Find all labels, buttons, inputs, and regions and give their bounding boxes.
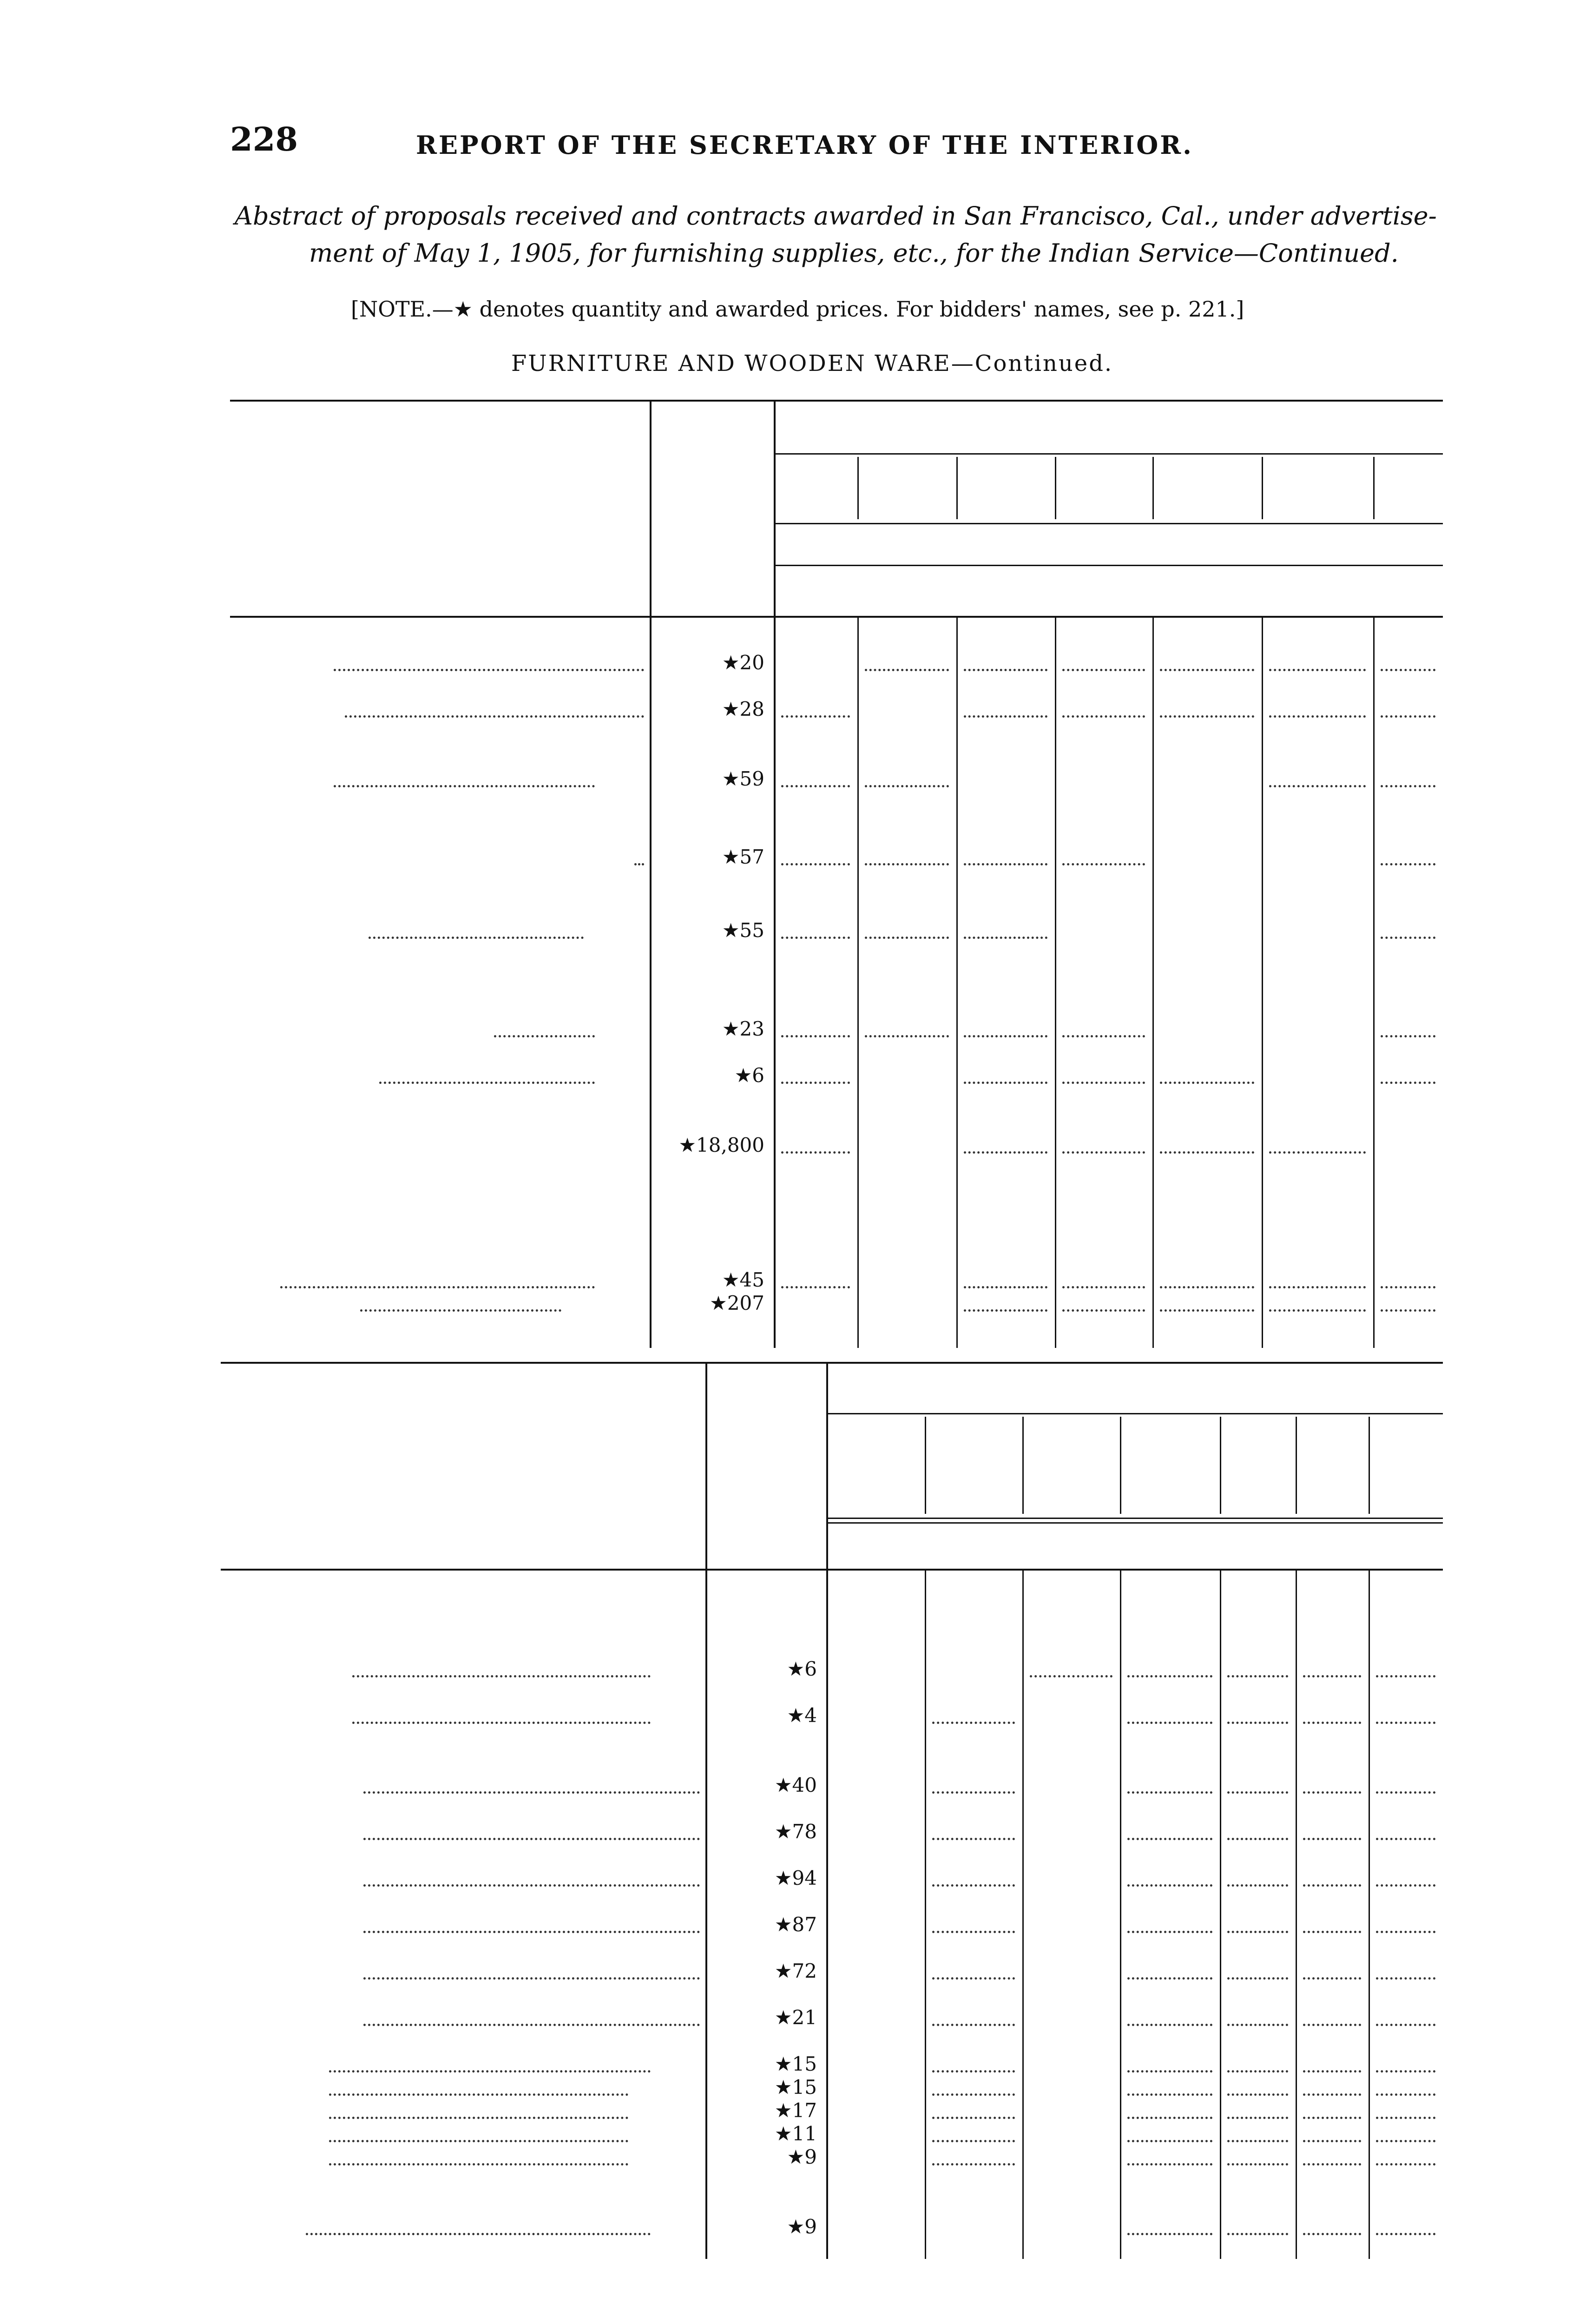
table1-empty-cell-dots xyxy=(1160,1082,1254,1084)
table2-leader-dots xyxy=(363,1931,700,1933)
table2-leader-dots xyxy=(363,1838,700,1840)
table2-empty-cell-dots xyxy=(1127,2093,1212,2096)
table1-empty-cell-dots xyxy=(865,669,949,671)
table1-empty-cell-dots xyxy=(964,1309,1047,1312)
table2-body-col-divider xyxy=(1220,1569,1221,2259)
table2-empty-cell-dots xyxy=(1227,2024,1288,2026)
table1-body-col-divider xyxy=(774,616,775,1348)
table1-leader-dots xyxy=(334,785,595,787)
table2-empty-cell-dots xyxy=(932,1838,1015,1840)
table2-body-col-divider xyxy=(826,1569,828,2259)
table2-leader-dots xyxy=(363,2024,700,2026)
quantity-value: 9 xyxy=(804,2146,817,2168)
table1-empty-cell-dots xyxy=(1269,1309,1366,1312)
table2-empty-cell-dots xyxy=(932,2070,1015,2073)
table2-empty-cell-dots xyxy=(932,2093,1015,2096)
quantity-value: 17 xyxy=(792,2099,817,2122)
table1-empty-cell-dots xyxy=(1062,669,1145,671)
table2-quantity-awarded: ★17 xyxy=(774,2099,817,2122)
table2-empty-cell-dots xyxy=(1127,1838,1212,1840)
table1-empty-cell-dots xyxy=(1160,715,1254,718)
table1-empty-cell-dots xyxy=(1269,1286,1366,1288)
quantity-value: 87 xyxy=(792,1913,817,1936)
quantity-value: 20 xyxy=(739,651,764,674)
table2-empty-cell-dots xyxy=(1227,2117,1288,2119)
table1-empty-cell-dots xyxy=(1381,1082,1435,1084)
table2-bidder-numbers-rule xyxy=(826,1413,1443,1414)
table1-body-col-divider xyxy=(1055,616,1056,1348)
quantity-value: 55 xyxy=(739,919,764,942)
table2-header-bottom-rule xyxy=(221,1569,1443,1571)
table2-empty-cell-dots xyxy=(1303,2093,1361,2096)
table1-quantity-awarded: ★20 xyxy=(722,651,764,674)
table2-leader-dots xyxy=(363,1977,700,1980)
table2-leader-dots xyxy=(329,2093,629,2096)
table1-quantity-awarded: ★6 xyxy=(734,1064,764,1087)
table1-empty-cell-dots xyxy=(781,1082,850,1084)
table1-quantity-awarded: ★57 xyxy=(722,845,764,868)
abstract-title-line1: Abstract of proposals received and contracts awarded in San Francisco, Cal., under advertise- xyxy=(235,201,1437,231)
table2-empty-cell-dots xyxy=(1303,1722,1361,1724)
quantity-value: 207 xyxy=(727,1292,764,1314)
table2-empty-cell-dots xyxy=(1227,1977,1288,1980)
table1-empty-cell-dots xyxy=(781,937,850,939)
table2-quantity-awarded: ★78 xyxy=(774,1820,817,1843)
table1-empty-cell-dots xyxy=(964,1151,1047,1154)
table2-leader-dots xyxy=(329,2070,651,2073)
quantity-value: 6 xyxy=(752,1064,764,1087)
table2-empty-cell-dots xyxy=(1376,1675,1435,1677)
quantity-value: 28 xyxy=(739,698,764,720)
table2-empty-cell-dots xyxy=(932,1977,1015,1980)
table2-delivery-rule-top xyxy=(826,1518,1443,1519)
table1-empty-cell-dots xyxy=(1160,669,1254,671)
table2-leader-dots xyxy=(352,1675,651,1677)
table2-quantity-awarded: ★9 xyxy=(787,2146,817,2168)
table2-empty-cell-dots xyxy=(1227,1931,1288,1933)
table2-leader-dots xyxy=(329,2117,629,2119)
table1-quantity-awarded: ★55 xyxy=(722,919,764,942)
table2-empty-cell-dots xyxy=(1127,1791,1212,1794)
table1-col-divider xyxy=(1373,457,1375,519)
table1-empty-cell-dots xyxy=(964,1035,1047,1037)
table2-empty-cell-dots xyxy=(1376,2140,1435,2142)
table1-empty-cell-dots xyxy=(781,715,850,718)
table2-quantity-awarded: ★4 xyxy=(787,1704,817,1727)
table2-empty-cell-dots xyxy=(1127,1931,1212,1933)
table2-leader-dots xyxy=(306,2233,651,2235)
table2-empty-cell-dots xyxy=(1376,1838,1435,1840)
table2-empty-cell-dots xyxy=(1303,2117,1361,2119)
table2-empty-cell-dots xyxy=(1303,1675,1361,1677)
table1-empty-cell-dots xyxy=(1062,863,1145,865)
table1-col-divider xyxy=(857,457,859,519)
table1-leader-dots xyxy=(494,1035,595,1037)
quantity-value: 78 xyxy=(792,1820,817,1843)
table2-quantity-awarded: ★94 xyxy=(774,1867,817,1889)
table1-quantity-awarded: ★45 xyxy=(722,1268,764,1291)
table2-empty-cell-dots xyxy=(1227,1675,1288,1677)
table1-empty-cell-dots xyxy=(1062,1286,1145,1288)
table1-leader-dots xyxy=(280,1286,595,1288)
table1-col-divider xyxy=(1262,457,1263,519)
running-head: REPORT OF THE SECRETARY OF THE INTERIOR. xyxy=(416,130,1193,160)
table2-empty-cell-dots xyxy=(1127,1675,1212,1677)
table2-delivery-rule-bottom xyxy=(826,1522,1443,1524)
table2-body-col-divider xyxy=(1296,1569,1297,2259)
table2-empty-cell-dots xyxy=(1127,2024,1212,2026)
table2-empty-cell-dots xyxy=(932,2024,1015,2026)
quantity-value: 11 xyxy=(792,2122,817,2145)
table2-empty-cell-dots xyxy=(1376,1722,1435,1724)
table2-leader-dots xyxy=(363,1791,700,1794)
table1-empty-cell-dots xyxy=(781,863,850,865)
quantity-value: 4 xyxy=(804,1704,817,1727)
quantity-value: 15 xyxy=(792,2053,817,2075)
table2-empty-cell-dots xyxy=(1376,2117,1435,2119)
table2-empty-cell-dots xyxy=(1227,1838,1288,1840)
table2-empty-cell-dots xyxy=(1303,1884,1361,1887)
table2-col-divider xyxy=(925,1417,926,1514)
table1-empty-cell-dots xyxy=(1381,785,1435,787)
abstract-title-line2: ment of May 1, 1905, for furnishing supplies, etc., for the Indian Service—Continued. xyxy=(309,238,1399,268)
table2-empty-cell-dots xyxy=(1227,2093,1288,2096)
table2-empty-cell-dots xyxy=(1376,2233,1435,2235)
table1-empty-cell-dots xyxy=(865,863,949,865)
table1-empty-cell-dots xyxy=(1269,669,1366,671)
table2-quantity-awarded: ★21 xyxy=(774,2006,817,2029)
quantity-value: 57 xyxy=(739,845,764,868)
table2-empty-cell-dots xyxy=(1376,2070,1435,2073)
quantity-value: 9 xyxy=(804,2215,817,2238)
table2-empty-cell-dots xyxy=(932,2140,1015,2142)
page-number: 228 xyxy=(230,120,298,158)
table2-quantity-awarded: ★11 xyxy=(774,2122,817,2145)
table2-empty-cell-dots xyxy=(1227,1722,1288,1724)
table2-empty-cell-dots xyxy=(1376,1977,1435,1980)
table1-leader-dots xyxy=(345,715,644,718)
table2-empty-cell-dots xyxy=(1127,2070,1212,2073)
note-line: [NOTE.—★ denotes quantity and awarded prices. For bidders' names, see p. 221.] xyxy=(351,297,1244,322)
table2-empty-cell-dots xyxy=(1376,2163,1435,2166)
table1-col-divider xyxy=(956,457,958,519)
quantity-value: 18,800 xyxy=(696,1134,764,1156)
table2-quantity-awarded: ★72 xyxy=(774,1960,817,1982)
table1-col-divider xyxy=(1152,457,1154,519)
quantity-value: 23 xyxy=(739,1017,764,1040)
table1-header-bottom-rule xyxy=(230,616,1443,618)
table2-quantity-awarded: ★40 xyxy=(774,1774,817,1796)
table1-empty-cell-dots xyxy=(865,785,949,787)
table1-bidder-numbers-rule xyxy=(774,453,1443,455)
table2-empty-cell-dots xyxy=(1303,1838,1361,1840)
table2-empty-cell-dots xyxy=(1303,2163,1361,2166)
table2-empty-cell-dots xyxy=(1227,2163,1288,2166)
table2-empty-cell-dots xyxy=(1127,2140,1212,2142)
table2-empty-cell-dots xyxy=(932,1791,1015,1794)
table2-body-col-divider xyxy=(1369,1569,1370,2259)
table1-empty-cell-dots xyxy=(781,1035,850,1037)
table2-empty-cell-dots xyxy=(1303,2070,1361,2073)
table1-stub-divider xyxy=(650,400,652,1348)
table1-empty-cell-dots xyxy=(1381,937,1435,939)
table1-empty-cell-dots xyxy=(1062,1035,1145,1037)
table2-empty-cell-dots xyxy=(1303,1791,1361,1794)
table1-body-col-divider xyxy=(857,616,859,1348)
table2-empty-cell-dots xyxy=(1227,2070,1288,2073)
table1-leader-dots xyxy=(379,1082,595,1084)
table2-empty-cell-dots xyxy=(1303,2140,1361,2142)
table2-col-divider xyxy=(1022,1417,1024,1514)
table1-empty-cell-dots xyxy=(1381,1035,1435,1037)
table2-empty-cell-dots xyxy=(1376,1884,1435,1887)
table1-empty-cell-dots xyxy=(1062,715,1145,718)
table1-empty-cell-dots xyxy=(964,669,1047,671)
table2-empty-cell-dots xyxy=(1127,1977,1212,1980)
table1-empty-cell-dots xyxy=(1269,715,1366,718)
table1-body-col-divider xyxy=(1152,616,1154,1348)
table1-delivery-rule-bottom xyxy=(774,565,1443,566)
table1-body-col-divider xyxy=(1262,616,1263,1348)
table1-leader-dots xyxy=(360,1309,562,1312)
table1-leader-dots xyxy=(334,669,645,671)
table1-empty-cell-dots xyxy=(1269,1151,1366,1154)
table2-quantity-awarded: ★9 xyxy=(787,2215,817,2238)
table1-empty-cell-dots xyxy=(781,1151,850,1154)
table1-empty-cell-dots xyxy=(865,937,949,939)
table1-quantity-awarded: ★59 xyxy=(722,767,764,790)
table1-empty-cell-dots xyxy=(1381,715,1435,718)
table2-empty-cell-dots xyxy=(932,1722,1015,1724)
table2-quantity-awarded: ★87 xyxy=(774,1913,817,1936)
table1-empty-cell-dots xyxy=(1062,1082,1145,1084)
table2-empty-cell-dots xyxy=(1127,1722,1212,1724)
quantity-value: 72 xyxy=(792,1960,817,1982)
table1-empty-cell-dots xyxy=(964,863,1047,865)
table1-empty-cell-dots xyxy=(781,1286,850,1288)
table2-quantity-awarded: ★6 xyxy=(787,1657,817,1680)
table2-body-col-divider xyxy=(925,1569,926,2259)
quantity-value: 6 xyxy=(804,1657,817,1680)
table2-leader-dots xyxy=(329,2140,629,2142)
table1-col-divider xyxy=(1055,457,1056,519)
table2-quantity-awarded: ★15 xyxy=(774,2076,817,2099)
table2-empty-cell-dots xyxy=(1127,2117,1212,2119)
table1-empty-cell-dots xyxy=(1062,1309,1145,1312)
table1-empty-cell-dots xyxy=(1381,863,1435,865)
table1-empty-cell-dots xyxy=(865,1035,949,1037)
table2-empty-cell-dots xyxy=(1376,2093,1435,2096)
table2-empty-cell-dots xyxy=(1303,1931,1361,1933)
table1-empty-cell-dots xyxy=(964,937,1047,939)
table2-body-col-divider xyxy=(1022,1569,1024,2259)
table1-delivery-rule-top xyxy=(774,523,1443,524)
table2-empty-cell-dots xyxy=(1227,1791,1288,1794)
table2-body-col-divider xyxy=(1120,1569,1121,2259)
table1-empty-cell-dots xyxy=(1381,669,1435,671)
table1-empty-cell-dots xyxy=(781,785,850,787)
table2-empty-cell-dots xyxy=(1303,2024,1361,2026)
table1-empty-cell-dots xyxy=(1381,1286,1435,1288)
table1-empty-cell-dots xyxy=(1269,785,1366,787)
table2-top-rule xyxy=(221,1362,1443,1364)
quantity-value: 45 xyxy=(739,1268,764,1291)
table1-empty-cell-dots xyxy=(964,715,1047,718)
table1-quantity-awarded: ★18,800 xyxy=(678,1134,764,1156)
table2-empty-cell-dots xyxy=(1303,2233,1361,2235)
table1-empty-cell-dots xyxy=(1062,1151,1145,1154)
table2-empty-cell-dots xyxy=(932,1884,1015,1887)
quantity-value: 94 xyxy=(792,1867,817,1889)
table2-col-divider xyxy=(1120,1417,1121,1514)
table1-quantity-awarded: ★23 xyxy=(722,1017,764,1040)
table2-leader-dots xyxy=(352,1722,651,1724)
table2-col-divider xyxy=(1296,1417,1297,1514)
table2-empty-cell-dots xyxy=(1376,2024,1435,2026)
table1-top-rule xyxy=(230,400,1443,402)
quantity-value: 15 xyxy=(792,2076,817,2099)
table2-empty-cell-dots xyxy=(1127,1884,1212,1887)
section-title: FURNITURE AND WOODEN WARE—Continued. xyxy=(511,350,1113,376)
table2-empty-cell-dots xyxy=(1127,2233,1212,2235)
quantity-value: 40 xyxy=(792,1774,817,1796)
table2-empty-cell-dots xyxy=(1227,1884,1288,1887)
table1-body-col-divider xyxy=(1373,616,1375,1348)
table1-empty-cell-dots xyxy=(1381,1309,1435,1312)
table1-empty-cell-dots xyxy=(1160,1286,1254,1288)
table1-quantity-awarded: ★28 xyxy=(722,698,764,720)
table1-empty-cell-dots xyxy=(1160,1151,1254,1154)
table2-quantity-awarded: ★15 xyxy=(774,2053,817,2075)
table2-empty-cell-dots xyxy=(932,2163,1015,2166)
table1-empty-cell-dots xyxy=(1160,1309,1254,1312)
table2-empty-cell-dots xyxy=(1030,1675,1112,1677)
table2-empty-cell-dots xyxy=(1227,2140,1288,2142)
table1-body-col-divider xyxy=(956,616,958,1348)
table1-leader-dots xyxy=(369,937,584,939)
quantity-value: 21 xyxy=(792,2006,817,2029)
quantity-value: 59 xyxy=(739,767,764,790)
table2-empty-cell-dots xyxy=(932,2117,1015,2119)
table2-leader-dots xyxy=(329,2163,629,2166)
table1-quantity-awarded: ★207 xyxy=(710,1292,764,1314)
table1-empty-cell-dots xyxy=(964,1286,1047,1288)
table2-empty-cell-dots xyxy=(1303,1977,1361,1980)
table1-leader-dots xyxy=(634,863,645,865)
table2-empty-cell-dots xyxy=(1227,2233,1288,2235)
table2-empty-cell-dots xyxy=(1376,1791,1435,1794)
table1-empty-cell-dots xyxy=(964,1082,1047,1084)
table2-empty-cell-dots xyxy=(1127,2163,1212,2166)
table2-col-divider xyxy=(1220,1417,1221,1514)
table2-leader-dots xyxy=(363,1884,700,1887)
table2-empty-cell-dots xyxy=(1376,1931,1435,1933)
table2-empty-cell-dots xyxy=(932,1931,1015,1933)
table2-col-divider xyxy=(1369,1417,1370,1514)
